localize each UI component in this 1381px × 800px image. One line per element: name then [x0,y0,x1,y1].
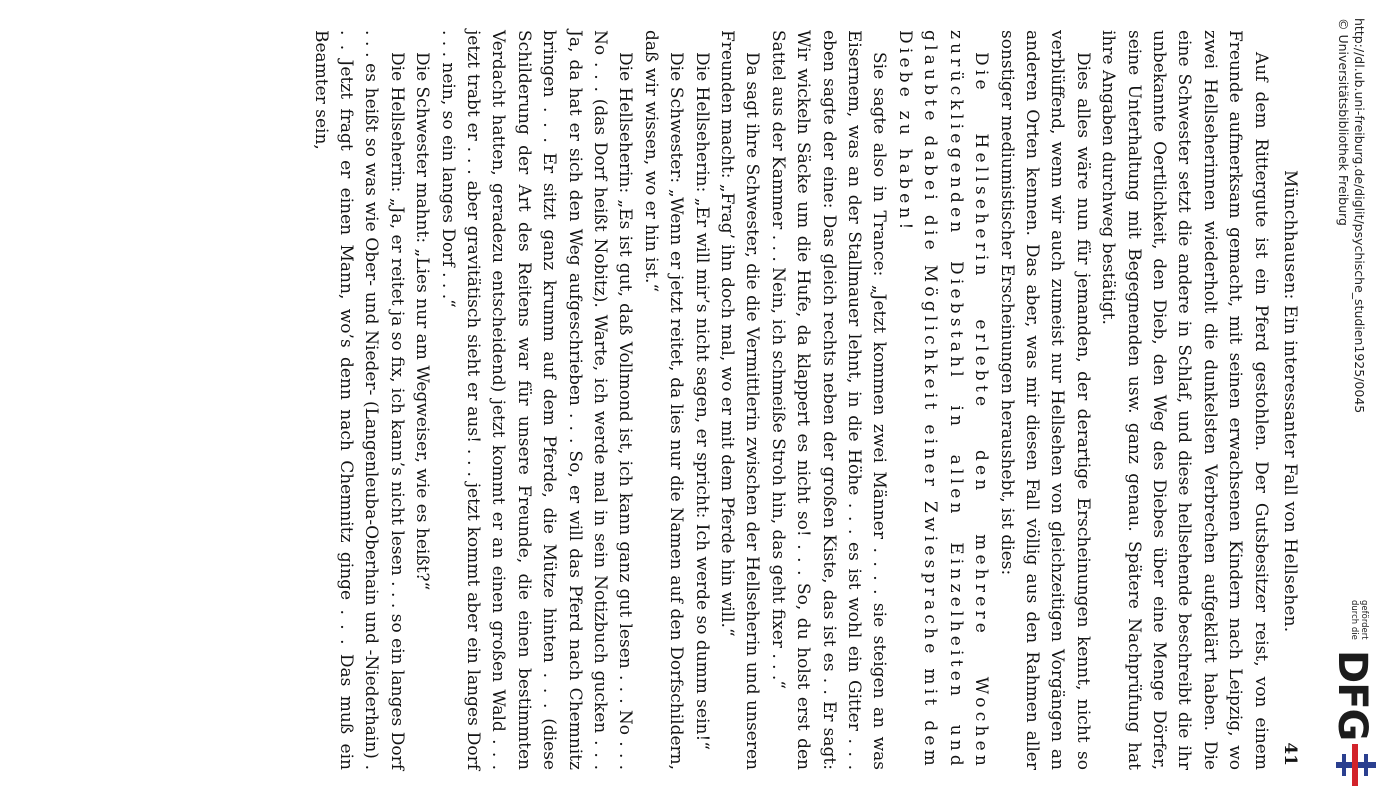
footer-band [1320,0,1381,800]
paragraph: Die Schwester mahnt: „Lies nur am Wegweiser, wie es heißt?“ [412,52,433,591]
dfg-logo: DFG [1329,650,1375,741]
paragraph: Die Hellseherin: „Ja, er reitet ja so fix, ich kann’s nicht lesen . . . so ein langes Dorf . . . es heißt so was wie Ober- und Nieder- (Langenleuba-Oberhain und -Niederhain) . . . Jetzt fragt er einen Mann, wo’s denn nach Chemnitz ginge . . . Das muß ein Beamter sein, [310,30,407,770]
footer-inner [1320,0,1381,800]
paragraph: Die Hellseherin: „Er will mir’s nicht sagen, er spricht: Ich werde so dumm sein!“ [691,52,712,751]
paragraph: Die Schwester: „Wenn er jetzt reitet, da lies nur die Namen auf den Dorfschildern, daß wir wissen, wo er hin ist.“ [640,30,687,770]
source-url[interactable]: http://dl.ub.uni-freiburg.de/diglit/psychische_studien1925/0045 [1352,18,1367,414]
university-library-logo-icon [1336,744,1376,786]
page-number: 41 [1280,742,1300,766]
paragraph: Auf dem Rittergute ist ein Pferd gestohlen. Der Gutsbesitzer reist, von einem Freunde aufmerksam gemacht, mit seinen erwachsenen Kindern nach Leipzig, wo zwei Hellseherinnen wiederholt die dunkelsten Verbrechen aufgeklärt haben. Die eine Schwester setzt die andere in Schlaf, und diese hellsehende beschreibt die ihr unbekannte Oertlichkeit, den Dieb, den Weg des Diebes über eine Menge Dörfer, seine Unterhaltung mit Begegnenden usw. ganz genau. Spätere Nachprüfung hat ihre Angaben durchweg bestätigt. [1098,30,1271,770]
running-title: Münchhausen: Ein interessanter Fall von Hellsehen. [1280,169,1300,633]
paragraph: Da sagt ihre Schwester, die die Vermittlerin zwischen der Hellseherin und unseren Freunden macht: „Frag’ ihn doch mal, wo er mit dem Pferde hin will.“ [717,30,763,770]
paragraph: Dies alles wäre nun für jemanden, der derartige Erscheinungen kennt, nicht so verblüffend, wenn wir auch zumeist nur Hellsehen von gleichzeitigen Vorgängen an anderen Orten kennen. Das aber, was mir diesen Fall völlig aus den Rahmen aller sonstiger mediumistischer Erscheinungen heraushebt, ist dies: [996,30,1093,770]
footer-rotated [1320,0,1381,800]
paragraph: Die Hellseherin: „Es ist gut, daß Vollmond ist, ich kann ganz gut lesen . . . No . . . No . . . (das Dorf heißt Nobitz). Warte, ich werde mal in sein Notizbuch gucken . . . Ja, da hat er sich den Weg aufgeschrieben . . . So, er will das Pferd nach Chemnitz bringen . . . Er sitzt ganz krumm auf dem Pferde, die Mütze hinten . . . (diese Schilderung der Art des Reitens war für unsere Freunde, die einen bestimmten Verdacht hatten, geradezu entscheidend) jetzt kommt er an einen großen Wald . . . jetzt trabt er . . . aber gravitätisch sieht er aus! . . . jetzt kommt aber ein langes Dorf . . . nein, so ein langes Dorf . . .“ [437,30,636,770]
paragraph: Sie sagte also in Trance: „Jetzt kommen zwei Männer . . . . sie steigen an was Eisernem, was an der Stallmauer lehnt, in die Höhe . . . es ist wohl ein Gitter . . . eben sagte der eine: Das gleich rechts neben der großen Kiste, das ist es . . Er sagt: Wir wickeln Säcke um die Hufe, da klappert es nicht so! . . . So, du holst erst den Sattel aus der Kammer . . . Nein, ich schmeiße Stroh hin, das geht fixer . . .“ [767,30,890,770]
page-header [1277,30,1302,770]
dfg-caption: gefördert durch die [1349,600,1369,640]
body-text [307,30,1272,770]
library-credit: © Universitätsbibliothek Freiburg [1336,18,1351,226]
paragraph-emphasized: Die Hellseherin erlebte den mehrere Wochen zurückliegenden Diebstahl in allen Einzelheiten und glaubte dabei die Möglichkeit einer Zwiesprache mit dem Diebe zu haben! [894,30,992,770]
